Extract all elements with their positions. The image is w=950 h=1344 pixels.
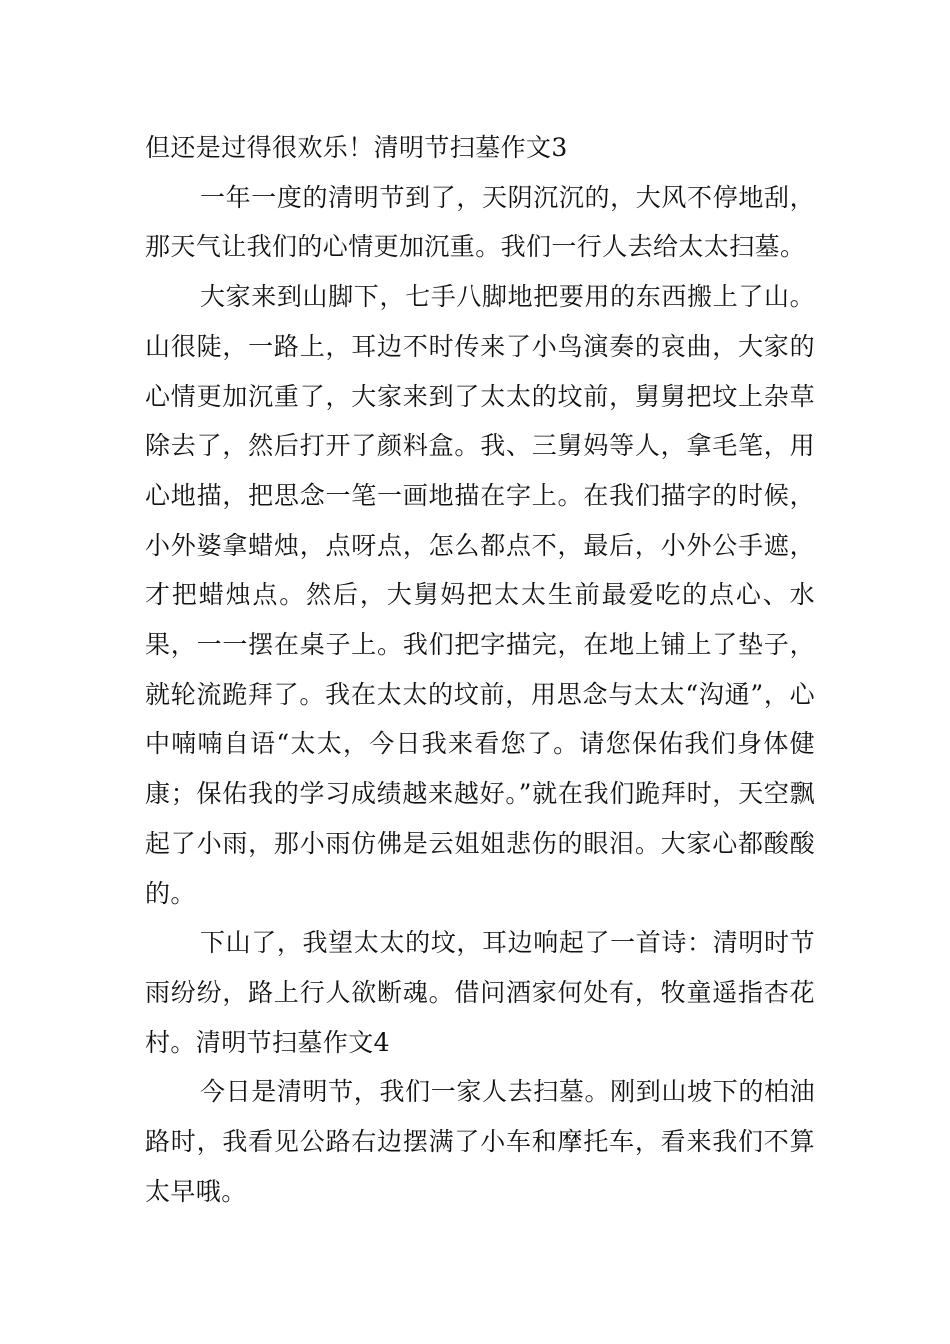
- paragraph: 大家来到山脚下，七手八脚地把要用的东西搬上了山。山很陡，一路上，耳边不时传来了小鸟演奏的哀曲，大家的心情更加沉重了，大家来到了太太的坟前，舅舅把坟上杂草除去了，然后打开了颜料盒。我、三舅妈等人，拿毛笔，用心地描，把思念一笔一画地描在字上。在我们描字的时候，小外婆拿蜡烛，点呀点，怎么都点不，最后，小外公手遮，才把蜡烛点。然后，大舅妈把太太生前最爱吃的点心、水果，一一摆在桌子上。我们把字描完，在地上铺上了垫子，就轮流跪拜了。我在太太的坟前，用思念与太太“沟通”，心中喃喃自语“太太，今日我来看您了。请您保佑我们身体健康；保佑我的学习成绩越来越好。”就在我们跪拜时，天空飘起了小雨，那小雨仿佛是云姐姐悲伤的眼泪。大家心都酸酸的。: [145, 282, 815, 908]
- paragraph: 今日是清明节，我们一家人去扫墓。刚到山坡下的柏油路时，我看见公路右边摆满了小车和摩托车，看来我们不算太早哦。: [145, 1077, 815, 1206]
- paragraph-continuation: 但还是过得很欢乐！清明节扫墓作文3: [145, 133, 568, 162]
- document-body: [145, 123, 815, 1216]
- paragraph: 一年一度的清明节到了，天阴沉沉的，大风不停地刮，那天气让我们的心情更加沉重。我们一行人去给太太扫墓。: [145, 182, 815, 262]
- paragraph: 下山了，我望太太的坟，耳边响起了一首诗：清明时节雨纷纷，路上行人欲断魂。借问酒家何处有，牧童遥指杏花村。清明节扫墓作文4: [145, 928, 815, 1057]
